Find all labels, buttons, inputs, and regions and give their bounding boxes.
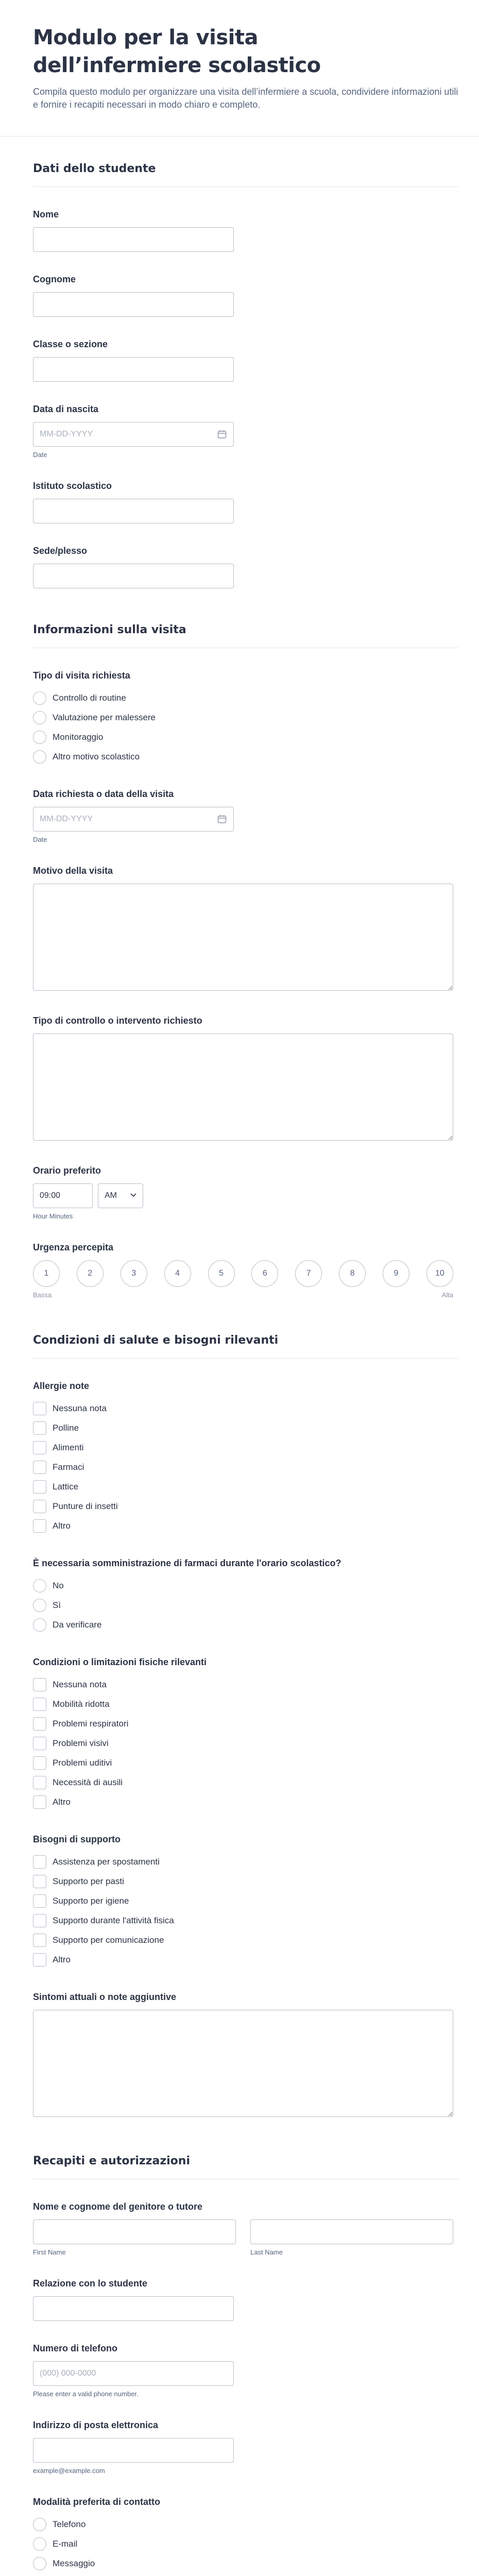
visit-date-label: Data richiesta o data della visita [33,789,174,799]
section-title-health: Condizioni di salute e bisogni rilevanti [33,1308,458,1359]
contact-mode-option[interactable] [33,2515,446,2534]
conditions-label: Condizioni o limitazioni fisiche rilevanti [33,1657,207,1667]
ampm-select[interactable] [98,1183,143,1208]
contact-mode-option[interactable] [33,2534,446,2554]
phone-input[interactable] [33,2361,234,2386]
checkbox[interactable] [33,1402,46,1415]
field-contact-mode [33,2475,446,2576]
checkbox[interactable] [33,1934,46,1947]
urgency-option[interactable]: 7 [295,1260,322,1287]
checkbox[interactable] [33,1717,46,1731]
field-class [33,317,446,382]
allergy-option[interactable] [33,1458,446,1477]
name-input[interactable] [33,227,234,252]
first-name-sublabel: First Name [33,2248,66,2256]
section-title-visit: Informazioni sulla visita [33,598,458,648]
field-guardian [33,2179,446,2256]
checkbox[interactable] [33,1519,46,1533]
field-surname [33,252,446,317]
intervention-label: Tipo di controllo o intervento richiesto [33,1015,202,1026]
urgency-scale [33,1260,453,1287]
allergies-label: Allergie note [33,1381,90,1391]
contact-mode-label: Modalità preferita di contatto [33,2497,161,2507]
contact-mode-option[interactable] [33,2554,446,2573]
health-section [0,1308,479,2120]
surname-label: Cognome [33,274,76,284]
radio-button[interactable] [33,2557,46,2570]
allergy-option[interactable] [33,1399,446,1418]
checkbox[interactable] [33,1480,46,1494]
option-label: Alimenti [53,1443,84,1452]
checkbox[interactable] [33,1953,46,1967]
meds-option[interactable] [33,1615,446,1635]
phone-label: Numero di telefono [33,2343,118,2353]
urgency-option[interactable]: 9 [383,1260,409,1287]
urgency-option[interactable]: 6 [251,1260,278,1287]
meds-option[interactable] [33,1596,446,1615]
field-name [33,187,446,252]
form-title: Modulo per la visita dell’infermiere scolastico [33,26,321,77]
phone-sublabel: Please enter a valid phone number. [33,2390,139,2398]
checkbox[interactable] [33,1678,46,1691]
field-birth [33,382,446,459]
option-label: Da verificare [53,1620,102,1630]
option-label: Lattice [53,1482,79,1492]
meds-label: È necessaria somministrazione di farmaci durante l'orario scolastico? [33,1558,341,1568]
student-section [0,137,479,588]
first-name-col [33,2219,236,2256]
visit-section [0,598,479,1299]
email-input[interactable] [33,2438,234,2463]
time-label: Orario preferito [33,1165,101,1176]
last-name-col [250,2219,453,2256]
field-conditions [33,1635,446,1812]
field-school [33,459,446,523]
support-option[interactable] [33,1911,446,1930]
reason-label: Motivo della visita [33,866,113,876]
field-urgency [33,1220,453,1299]
calendar-icon[interactable] [217,430,227,439]
condition-option[interactable] [33,1714,446,1734]
name-label: Nome [33,209,59,219]
visit-date-sublabel: Date [33,836,47,843]
option-label: Mobilità ridotta [53,1699,110,1709]
birth-datebox [33,422,234,447]
urgency-option[interactable]: 4 [164,1260,191,1287]
option-label: Altro [53,1955,71,1964]
option-label: Problemi uditivi [53,1758,112,1768]
support-option[interactable] [33,1930,446,1950]
checkbox[interactable] [33,1875,46,1888]
field-phone [33,2321,446,2398]
email-label: Indirizzo di posta elettronica [33,2420,159,2430]
option-label: Supporto per igiene [53,1896,129,1906]
email-sublabel: example@example.com [33,2467,105,2475]
allergy-option[interactable] [33,1418,446,1438]
checkbox[interactable] [33,1441,46,1454]
urgency-option[interactable]: 5 [208,1260,235,1287]
support-option[interactable] [33,1872,446,1891]
surname-input[interactable] [33,292,234,317]
option-label: Valutazione per malessere [53,713,156,722]
meds-option[interactable] [33,1576,446,1596]
field-symptoms [33,1970,446,2120]
option-label: Monitoraggio [53,732,104,742]
condition-option[interactable] [33,1694,446,1714]
option-label: Messaggio [53,2558,95,2568]
last-name-input[interactable] [250,2219,453,2244]
condition-option[interactable] [33,1773,446,1792]
option-label: Controllo di routine [53,693,126,703]
option-label: Necessità di ausili [53,1777,123,1787]
option-label: Farmaci [53,1462,84,1472]
visit-date-input[interactable] [33,807,234,832]
radio-button[interactable] [33,711,46,724]
option-label: Altro [53,1521,71,1531]
urgency-scale-labels [33,1291,453,1299]
time-input[interactable] [33,1183,93,1208]
support-label: Bisogni di supporto [33,1834,121,1844]
radio-button[interactable] [33,691,46,705]
radio-button[interactable] [33,750,46,764]
urgency-option[interactable]: 3 [121,1260,147,1287]
option-label: Altro [53,1797,71,1807]
relation-input[interactable] [33,2296,234,2321]
checkbox[interactable] [33,1698,46,1711]
calendar-icon[interactable] [217,815,227,824]
reason-textarea[interactable] [33,884,453,991]
field-time [33,1143,446,1220]
form-header [0,0,479,137]
option-label: Sì [53,1600,61,1610]
condition-option[interactable] [33,1734,446,1753]
option-label: Supporto per pasti [53,1876,124,1886]
guardian-name-row [33,2219,446,2256]
time-sublabel: Hour Minutes [33,1212,73,1220]
support-option[interactable] [33,1891,446,1911]
radio-button[interactable] [33,1618,46,1632]
visit-type-option[interactable] [33,708,446,727]
urgency-option[interactable]: 8 [339,1260,366,1287]
allergy-option[interactable] [33,1497,446,1516]
radio-button[interactable] [33,731,46,744]
option-label: Supporto durante l'attività fisica [53,1916,174,1925]
field-site [33,523,446,588]
option-label: Polline [53,1423,79,1433]
checkbox[interactable] [33,1894,46,1908]
condition-option[interactable] [33,1792,446,1812]
visit-datebox [33,807,234,832]
option-label: Problemi respiratori [53,1719,129,1728]
checkbox[interactable] [33,1421,46,1435]
section-title-student: Dati dello studente [33,137,458,187]
condition-option[interactable] [33,1753,446,1773]
checkbox[interactable] [33,1776,46,1789]
contacts-section [0,2129,479,2576]
site-label: Sede/plesso [33,546,88,556]
option-label: Altro motivo scolastico [53,752,140,761]
birth-sublabel: Date [33,451,47,459]
field-visit-date [33,767,446,843]
section-title-contacts: Recapiti e autorizzazioni [33,2129,458,2179]
contact-mode-option[interactable] [33,2573,446,2576]
field-visit-type [33,648,446,767]
option-label: Telefono [53,2519,86,2529]
urgency-option[interactable]: 10 [426,1260,453,1287]
condition-option[interactable] [33,1675,446,1694]
option-label: Supporto per comunicazione [53,1935,164,1945]
school-label: Istituto scolastico [33,481,112,491]
checkbox[interactable] [33,1855,46,1869]
support-option[interactable] [33,1950,446,1970]
intervention-textarea[interactable] [33,1033,453,1141]
guardian-label: Nome e cognome del genitore o tutore [33,2201,203,2212]
field-email [33,2398,446,2475]
urgency-option[interactable]: 2 [77,1260,104,1287]
first-name-input[interactable] [33,2219,236,2244]
ampm-value: AM [105,1191,117,1200]
symptoms-textarea[interactable] [33,2010,453,2117]
radio-button[interactable] [33,2518,46,2531]
site-input[interactable] [33,564,234,588]
urgency-option[interactable]: 1 [33,1260,60,1287]
last-name-sublabel: Last Name [250,2248,283,2256]
option-label: E-mail [53,2539,78,2549]
symptoms-label: Sintomi attuali o note aggiuntive [33,1992,177,2002]
radio-button[interactable] [33,1579,46,1592]
visit-type-options [33,688,446,767]
allergy-option[interactable] [33,1438,446,1458]
class-input[interactable] [33,357,234,382]
visit-type-option[interactable] [33,727,446,747]
visit-type-label: Tipo di visita richiesta [33,670,130,681]
option-label: Punture di insetti [53,1501,118,1511]
field-support [33,1812,446,1970]
checkbox[interactable] [33,1914,46,1927]
chevron-down-icon [130,1193,136,1197]
school-input[interactable] [33,499,234,523]
option-label: Nessuna nota [53,1403,107,1413]
urgency-label: Urgenza percepita [33,1242,114,1252]
radio-button[interactable] [33,2537,46,2551]
urgency-high-label: Alta [441,1291,453,1299]
support-option[interactable] [33,1852,446,1872]
checkbox[interactable] [33,1756,46,1770]
checkbox[interactable] [33,1795,46,1809]
radio-button[interactable] [33,1599,46,1612]
field-reason [33,843,446,993]
checkbox[interactable] [33,1500,46,1513]
option-label: Assistenza per spostamenti [53,1857,160,1867]
urgency-low-label: Bassa [33,1291,52,1299]
field-allergies [33,1359,446,1536]
checkbox[interactable] [33,1737,46,1750]
allergy-option[interactable] [33,1477,446,1497]
option-label: No [53,1581,64,1590]
class-label: Classe o sezione [33,339,108,349]
allergy-option[interactable] [33,1516,446,1536]
option-label: Problemi visivi [53,1738,109,1748]
birth-date-input[interactable] [33,422,234,447]
option-label: Nessuna nota [53,1680,107,1689]
checkbox[interactable] [33,1461,46,1474]
birth-label: Data di nascita [33,404,99,414]
form-description: Compila questo modulo per organizzare una visita dell’infermiere a scuola, condividere informazioni utili e fornire i recapiti necessari in modo chiaro e completo. [33,87,458,110]
field-relation [33,2256,446,2321]
visit-type-option[interactable] [33,747,446,767]
visit-type-option[interactable] [33,688,446,708]
relation-label: Relazione con lo studente [33,2278,148,2289]
field-meds [33,1536,446,1635]
field-intervention [33,993,446,1143]
time-row [33,1183,446,1208]
